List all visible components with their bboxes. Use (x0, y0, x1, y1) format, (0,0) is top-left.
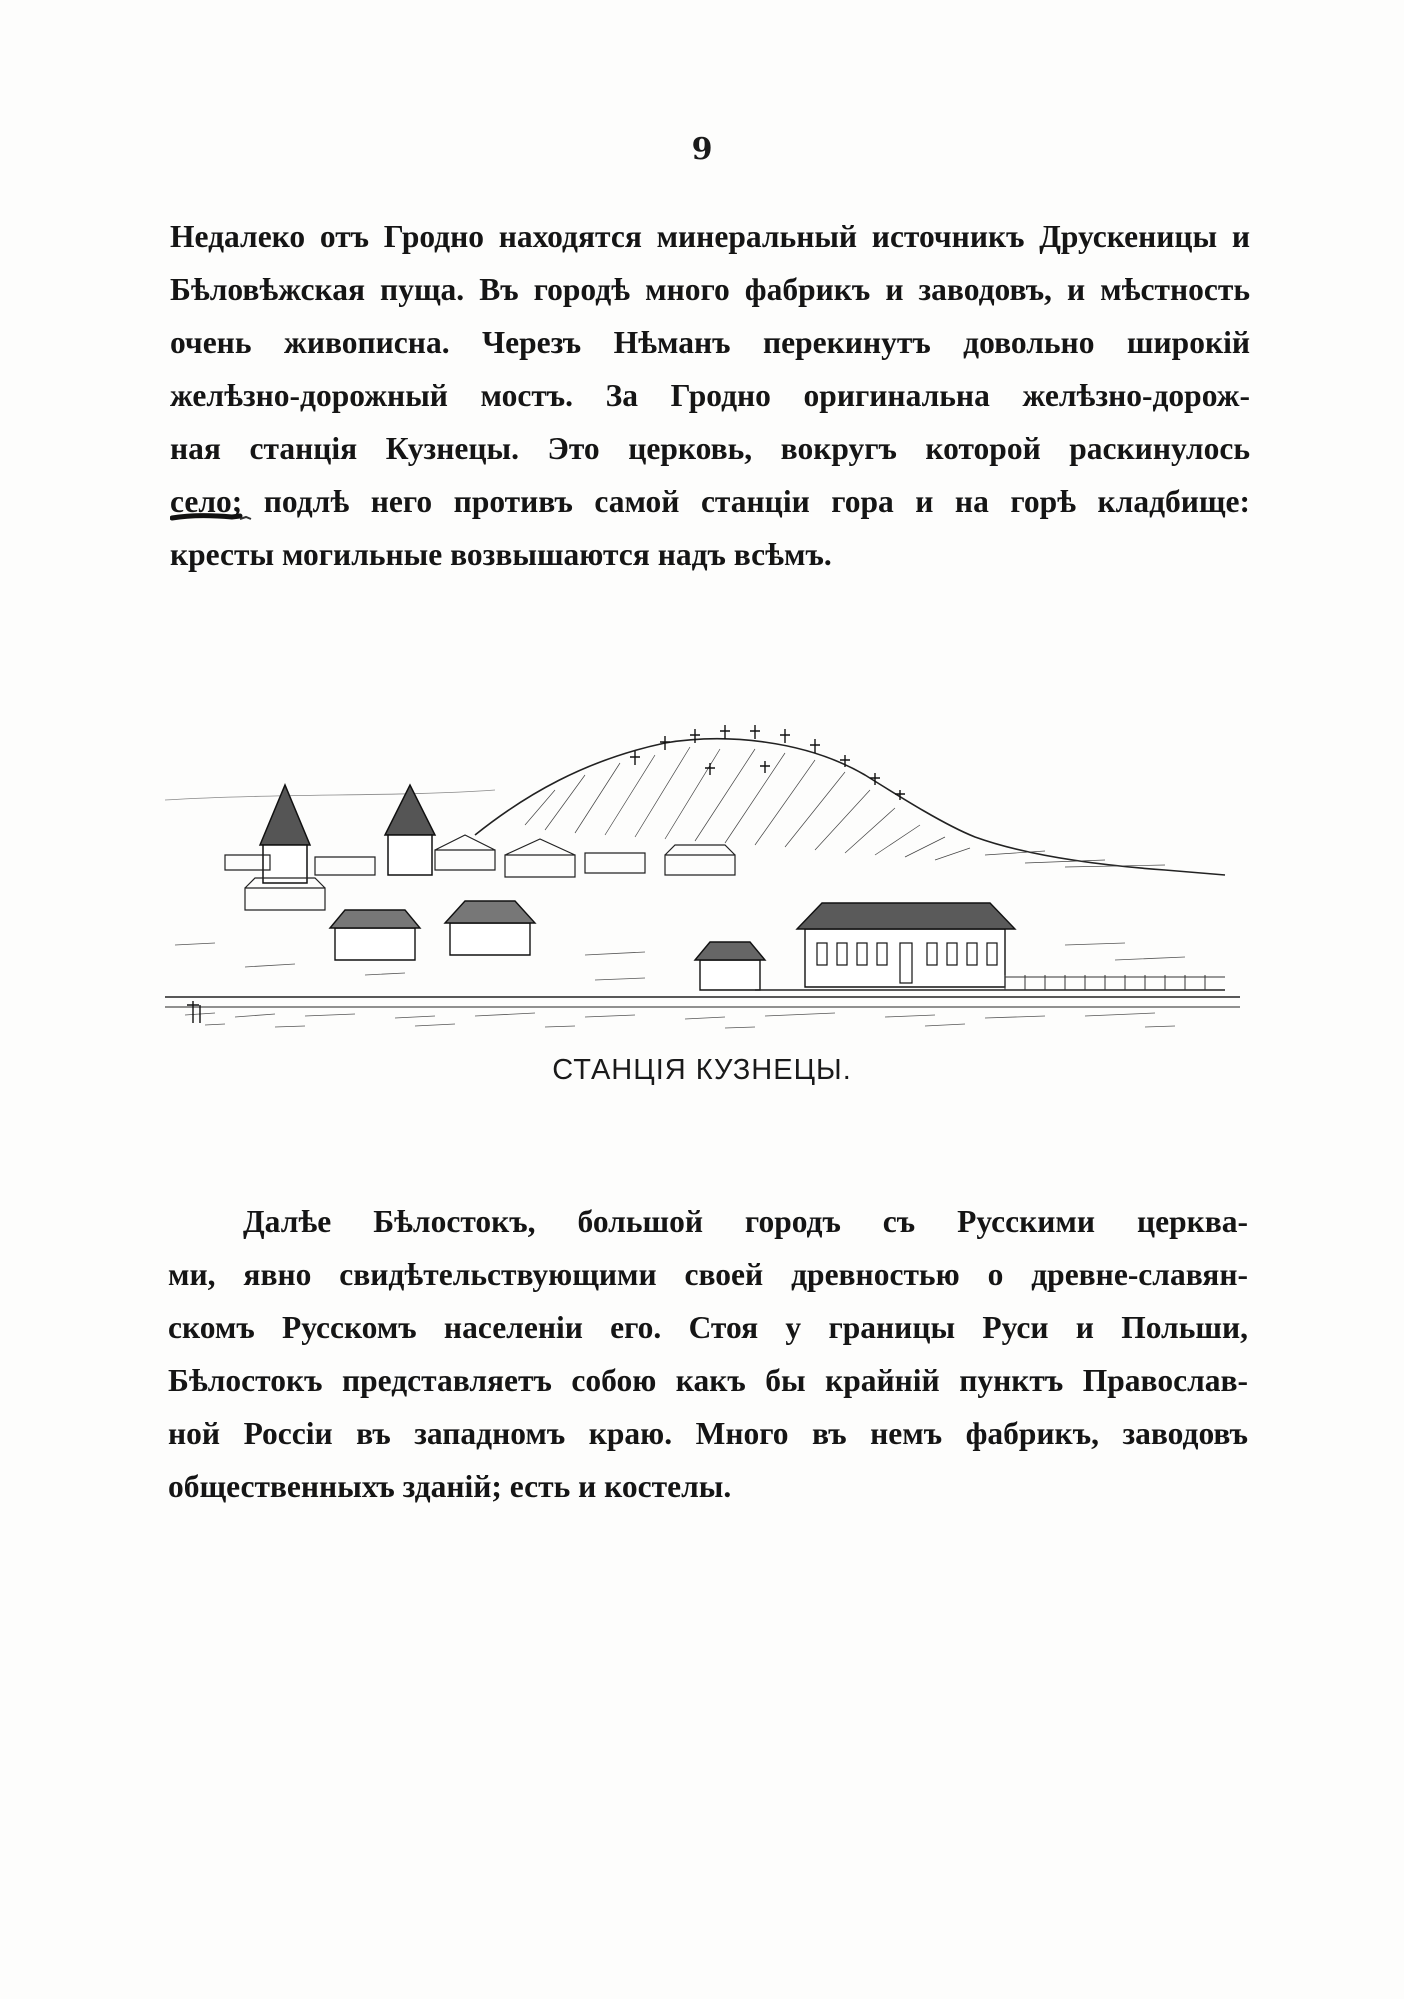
text-line: кресты могильные возвышаются надъ всѣмъ. (170, 537, 832, 572)
text-line: Бѣлостокъ представляетъ собою какъ бы крайній пунктъ Православ- (168, 1363, 1248, 1398)
ink-smudge (170, 510, 260, 524)
text-line: ми, явно свидѣтельствующими своей древностью о древне-славян- (168, 1257, 1248, 1292)
text-line: общественныхъ зданій; есть и костелы. (168, 1469, 732, 1504)
text-line: очень живописна. Черезъ Нѣманъ перекинутъ довольно широкій (170, 325, 1250, 360)
text-line: ная станція Кузнецы. Это церковь, вокругъ которой раскинулось (170, 431, 1250, 466)
paragraph-belostok (168, 1195, 1248, 1513)
church-right (385, 785, 435, 875)
church-left (260, 785, 310, 883)
page-number: 9 (691, 132, 713, 167)
text-line: Бѣловѣжская пуща. Въ городѣ много фабрикъ и заводовъ, и мѣстность (170, 272, 1250, 307)
text-line: Далѣе Бѣлостокъ, большой городъ съ Русскими церква- (243, 1204, 1248, 1239)
signal-post (187, 1001, 200, 1023)
text-line: Недалеко отъ Гродно находятся минеральный источникъ Друскеницы и (170, 219, 1250, 254)
engraving-kuznetsy-station (165, 705, 1240, 1037)
illustration-caption: СТАНЦІЯ КУЗНЕЦЫ. (552, 1054, 852, 1086)
text-line: село; подлѣ него противъ самой станціи гора и на горѣ кладбище: (170, 484, 1250, 519)
paragraph-grodno (170, 210, 1250, 581)
text-line: ной Россіи въ западномъ краю. Много въ немъ фабрикъ, заводовъ (168, 1416, 1248, 1451)
cemetery-crosses (630, 725, 905, 800)
text-line: желѣзно-дорожный мостъ. За Гродно оригинальна желѣзно-дорож- (170, 378, 1250, 413)
text-line: скомъ Русскомъ населеніи его. Стоя у границы Руси и Польши, (168, 1310, 1248, 1345)
station-building (695, 903, 1015, 990)
